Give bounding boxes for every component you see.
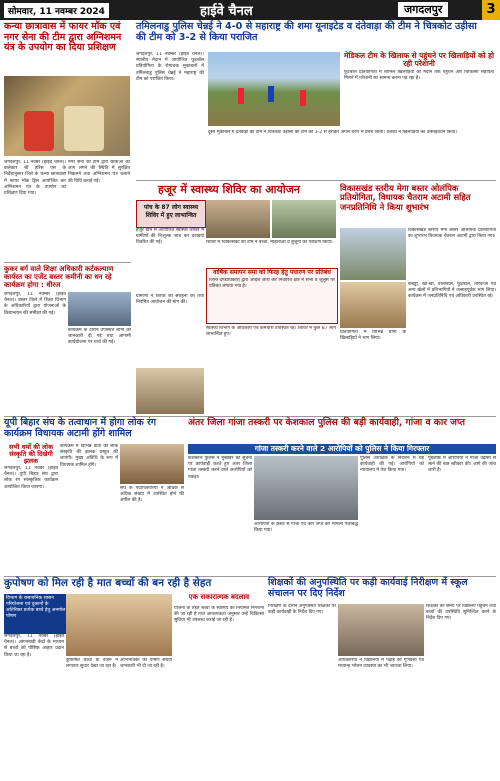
olympic-body-col1: विकासखंड स्तरीय मेगा बस्तर ओलंपिक प्रतियोगिता का शुभारंभ विधायक चैतराम अटामी द्वारा किया गया। — [408, 228, 496, 240]
ganja-body-col3: पुलिस अधीक्षक के निर्देशन में यह कार्यवाही की गई। आरोपियों को न्यायालय में पेश किया गया। — [360, 456, 424, 474]
nutrition-headline: कुपोषण को मिल रही है मात बच्चों की बन रही है सेहत — [4, 577, 212, 589]
channel-title: हाईवे चैनल — [200, 4, 253, 19]
page-number: 3 — [482, 0, 500, 20]
health-camp-headline: हजूर में स्वास्थ्य शिविर का आयोजन — [158, 183, 300, 196]
olympic-photo-2 — [340, 282, 406, 328]
school-headline: शिक्षकों की अनुपस्थिति पर कड़ी कार्यवाई निरीक्षण में स्कूल संचालन पर दिए निर्देश — [268, 577, 468, 599]
ganja-subhead: गांजा तस्करी करने वाले 2 आरोपियों को पुलिस ने किया गिरफ्तार — [188, 444, 496, 454]
health-camp-body-col1: हजूर ग्राम में आयोजित स्वास्थ्य शिविर में ग्रामीणों की निःशुल्क जांच कर दवाइयां वितरित की गईं। — [136, 228, 204, 246]
health-camp-body-col4: स्वास्थ्य विभाग के अधिकारी एवं कर्मचारी उपस्थित रहे। शिविर में कुल 87 लोग लाभान्वित हुए। — [206, 326, 336, 338]
fire-safety-headline: कन्या छात्रावास में फायर मॉक एवं नगर सेना की टीम द्वारा अग्निशमन यंत्र के उपयोग का दिया प्रशिक्षण — [4, 21, 122, 54]
school-body-col1: निरीक्षण के दौरान अनुपस्थित शिक्षकों पर कड़ी कार्यवाही के निर्देश दिए गए। — [268, 604, 336, 616]
olympic-body-col2: प्रतियोगिता में विभिन्न ग्रामों के खिलाड़ियों ने भाग लिया। — [340, 330, 406, 342]
issue-date: सोमवार, 11 नवम्बर 2024 — [4, 3, 109, 18]
health-camp-body-col2: शिविर में चिकित्सकों की टीम ने बच्चों, महिलाओं व बुजुर्गों का परीक्षण किया। — [206, 240, 333, 245]
football-subhead: मेडिकल टीम के खिलाफ से पहुंचने पर खिलाड़ियों को हो रही परेशानी — [344, 51, 494, 69]
school-photo — [338, 604, 424, 656]
fire-safety-body-col1: जगदलपुर, 11 नवंबर (हाईवे चैनल)। कलेक्टर श्री हरिस एस के निर्देशानुसार जिले के कन्या छात्रावास में फायर मॉक ड्रिल आयोजित कर अग्निशमन यंत्र के उपयोग का प्रशिक्षण दिया गया। — [4, 160, 66, 197]
nutrition-body-col4: योजना के तहत बच्चों के स्वास्थ्य की नियमित निगरानी की जा रही है तथा आवश्यकता अनुसार उन्हें चिकित्सा सुविधा भी उपलब्ध कराई जा रही है। — [174, 606, 264, 624]
dog-scheme-photo — [68, 292, 131, 326]
ganja-photo-1 — [254, 456, 358, 520]
football-photo — [208, 52, 340, 126]
nutrition-body-col3: अभिभावकों को पोषण संबंधी जानकारी भी दी जा रही है। — [120, 658, 172, 670]
health-camp-body-col3: ग्रामीणों ने शिविर की सराहना की तथा नियमित आयोजन की मांग की। — [136, 294, 204, 306]
football-body-col1: जगदलपुर, 11 नवम्बर (हाईवे चैनल)। स्थानीय मैदान में आयोजित फुटबॉल प्रतियोगिता के रोमांचक मुकाबलों में तमिलनाडु पुलिस चेन्नई ने महाराष्ट्र की टीम को पराजित किया। — [136, 52, 204, 82]
bihar-headline: यूपी बिहार संघ के तत्वाधान में होगा लोक रंग कार्यक्रम विधायक अटामी होंगे शामिल — [4, 417, 157, 439]
health-camp-photo-3 — [136, 368, 204, 414]
football-headline: तमिलनाडु पुलिस चेन्नई ने 4-0 से महाराष्ट्र की शमा यूनाइटेड व दंतेवाड़ा की टीम ने चित्रकोट उड़ीसा की टीम को 3-2 से किया पराजित — [136, 21, 477, 43]
fire-safety-body-col2: नगर सेना की टीम द्वारा छात्राओं को आग लगने की स्थिति में सुरक्षित निकलने तथा अग्निशमन यंत्र चलाने की विधि बताई गई। — [68, 160, 130, 184]
notice-box — [206, 268, 338, 324]
ganja-body-col4: पूछताछ में आरोपियों ने गांजा उड़ीसा से लाने की बात स्वीकार की। आगे की जांच जारी है। — [428, 456, 496, 474]
fire-safety-photo — [4, 76, 130, 156]
ganja-body-col1: केशकाल पुलिस ने मुखबिर की सूचना पर कार्यवाही करते हुए अंतर जिला गांजा तस्करी करने वाले आरोपियों को पकड़ा। — [188, 456, 252, 480]
olympic-headline: विकासखंड स्तरीय मेगा बस्तर ओलंपिक प्रतियोगिता, विधायक चैतराम अटामी सहित जनप्रतिनिधि ने किया शुभारंभ — [340, 183, 471, 212]
health-camp-photo-2 — [272, 200, 336, 238]
nutrition-middle-head: एक सकारात्मक बदलाव — [188, 593, 250, 601]
nutrition-photo — [66, 594, 172, 656]
dog-scheme-body-col1: जगदलपुर, 11 नवम्बर (हाईवे चैनल)। बस्तर जिले में शिक्षा विभाग के अधिकारियों द्वारा योजनाओं के क्रियान्वयन की समीक्षा की गई। — [4, 292, 66, 316]
dog-scheme-headline: कुकर बर्ग वाले शिक्षा अधिकारी कर्टकल्याण कार्यरत का एजेंट बस्तर कमीनी का धन रहे कार्यक्रम होगा : धीरज — [4, 265, 114, 289]
nutrition-body-col2: कुपोषित बच्चों के वजन में लगातार सुधार देखा जा रहा है। — [66, 658, 118, 670]
bihar-side-head: सभी धर्मो की लोक संस्कृति की दिखेगी झलक — [8, 443, 53, 466]
bihar-body-col2: कार्यक्रम में विभिन्न प्रांतों की लोक संस्कृति की झलक प्रस्तुत की जाएगी। मुख्य अतिथि के रूप में विधायक शामिल होंगे। — [60, 444, 118, 468]
olympic-body-col3: कबड्डी, खो-खो, वॉलीबॉल, फुटबॉल, तीरंदाजी एवं अन्य खेलों में प्रतिभागियों ने उत्साहपूर्वक भाग लिया। कार्यक्रम में जनप्रतिनिधि एवं अधिकारी उपस्थित रहे। — [408, 282, 496, 300]
football-body-col-right: फुटबॉल प्रतियोगिता में शामिल खिलाड़ियों को मैदान तक पहुंचने और चिकित्सा सहायता मिलने में परेशानी का सामना करना पड़ रहा है। — [344, 70, 494, 82]
bihar-body-col1: जगदलपुर, 11 नवंबर (हाईवे चैनल)। यूपी बिहार संघ द्वारा लोक रंग सांस्कृतिक कार्यक्रम आयोजित किया जाएगा। — [4, 466, 58, 490]
ganja-headline: अंतर जिला गांजा तस्करी पर केशकाल पुलिस की बड़ी कार्यवाही, गांजा व कार जप्त — [188, 417, 466, 428]
bihar-photo — [120, 444, 184, 484]
city-tag: जगदलपुर — [398, 2, 448, 17]
notice-body: जिला दण्डाधिकारी द्वारा आदेश जारी कर निर्धारित क्षेत्र में सभा व जुलूस पर प्रतिबंध लगाया गया है। — [209, 277, 335, 289]
olympic-photo-1 — [340, 228, 406, 280]
dog-scheme-body-col2: कार्यक्रम के दौरान उपस्थित लोगों को जानकारी दी गई तथा आगामी कार्ययोजना पर चर्चा की गई। — [68, 328, 131, 346]
health-camp-box: पांच के 87 लोग स्वास्थ्य शिविर में हुए लाभान्वित — [136, 200, 206, 228]
bihar-body-col3: संघ के पदाधिकारियों ने अधिक से अधिक संख्या में उपस्थित होने की अपील की है। — [120, 486, 184, 504]
masthead — [0, 0, 500, 20]
football-body-bottom: दूसरे मुकाबले में दंतेवाड़ा की टीम ने चित्रकोट उड़ीसा की टीम को 3-2 से हराकर अगले चरण में प्रवेश किया। दर्शकों ने खिलाड़ियों का उत्साहवर्धन किया। — [208, 130, 457, 135]
school-body-col3: शिक्षकों को समय पर विद्यालय पहुंचने तथा बच्चों की उपस्थिति सुनिश्चित करने के निर्देश दिए गए। — [426, 604, 496, 622]
health-camp-photo-1 — [206, 200, 270, 238]
nutrition-box: विभाग के रासायनिक शासन परियोजना एवं दुकानों के अतिरिक्त प्रत्येक बच्चे हेतु अनमोल पोषण — [4, 594, 68, 634]
ganja-body-col2: आरोपियों के कब्जे से गांजा एवं कार जप्त कर मामला पंजीबद्ध किया गया। — [254, 522, 358, 534]
nutrition-body-col1: जगदलपुर, 11 नवंबर (हाईवे चैनल)। आंगनबाड़ी केंद्रों के माध्यम से बच्चों को पौष्टिक आहार प्रदान किया जा रहा है। — [4, 634, 64, 658]
school-body-col2: अधिकारियों ने विद्यालयों में पढ़ाई की गुणवत्ता एवं मध्यान्ह भोजन व्यवस्था का भी जायजा लिया। — [338, 658, 424, 670]
notice-title: वार्षिक समापन समा को फिरह हेतु पधारण पर प्रतिबंध — [213, 269, 331, 276]
